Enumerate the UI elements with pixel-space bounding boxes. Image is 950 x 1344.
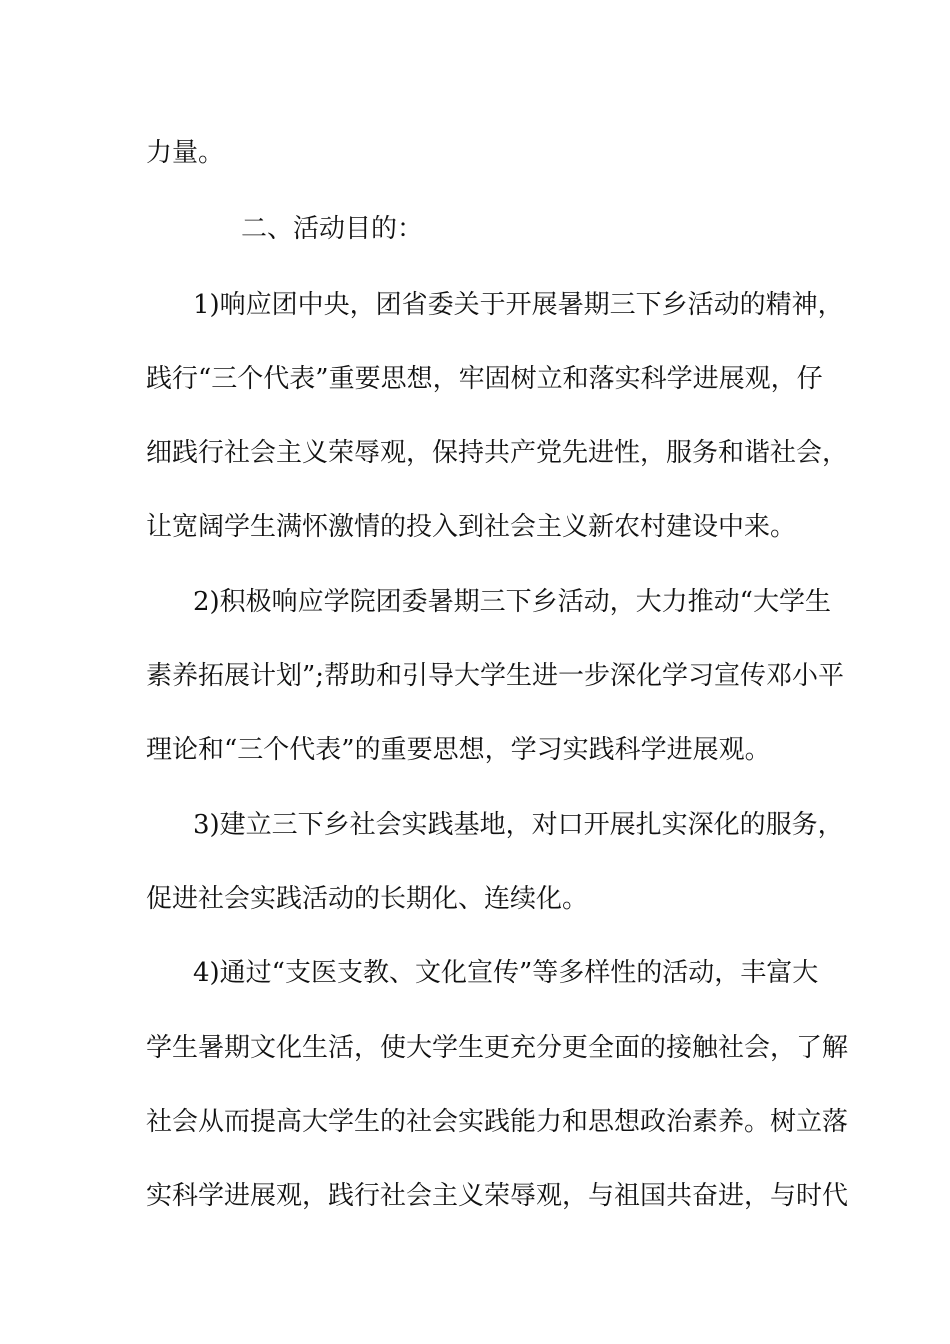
text-line: 践行“三个代表”重要思想，牢固树立和落实科学进展观，仔 [146,364,823,394]
text-line: 让宽阔学生满怀激情的投入到社会主义新农村建设中来。 [146,512,797,542]
text-line: 素养拓展计划”;帮助和引导大学生进一步深化学习宣传邓小平 [146,661,845,691]
text-line: 4)通过“支医支教、文化宣传”等多样性的活动，丰富大 [193,958,819,988]
text-line: 力量。 [146,138,225,168]
section-heading: 二、活动目的： [241,214,424,244]
text-line: 细践行社会主义荣辱观，保持共产党先进性，服务和谐社会， [146,438,849,468]
text-line: 学生暑期文化生活，使大学生更充分更全面的接触社会，了解 [146,1033,849,1063]
text-line: 理论和“三个代表”的重要思想，学习实践科学进展观。 [146,735,771,765]
text-line: 促进社会实践活动的长期化、连续化。 [146,884,589,914]
text-line: 实科学进展观，践行社会主义荣辱观，与祖国共奋进，与时代 [146,1181,849,1211]
text-line: 社会从而提高大学生的社会实践能力和思想政治素养。树立落 [146,1107,849,1137]
text-line: 1)响应团中央，团省委关于开展暑期三下乡活动的精神， [193,290,844,320]
text-line: 2)积极响应学院团委暑期三下乡活动，大力推动“大学生 [193,587,831,617]
text-line: 3)建立三下乡社会实践基地，对口开展扎实深化的服务， [193,810,844,840]
